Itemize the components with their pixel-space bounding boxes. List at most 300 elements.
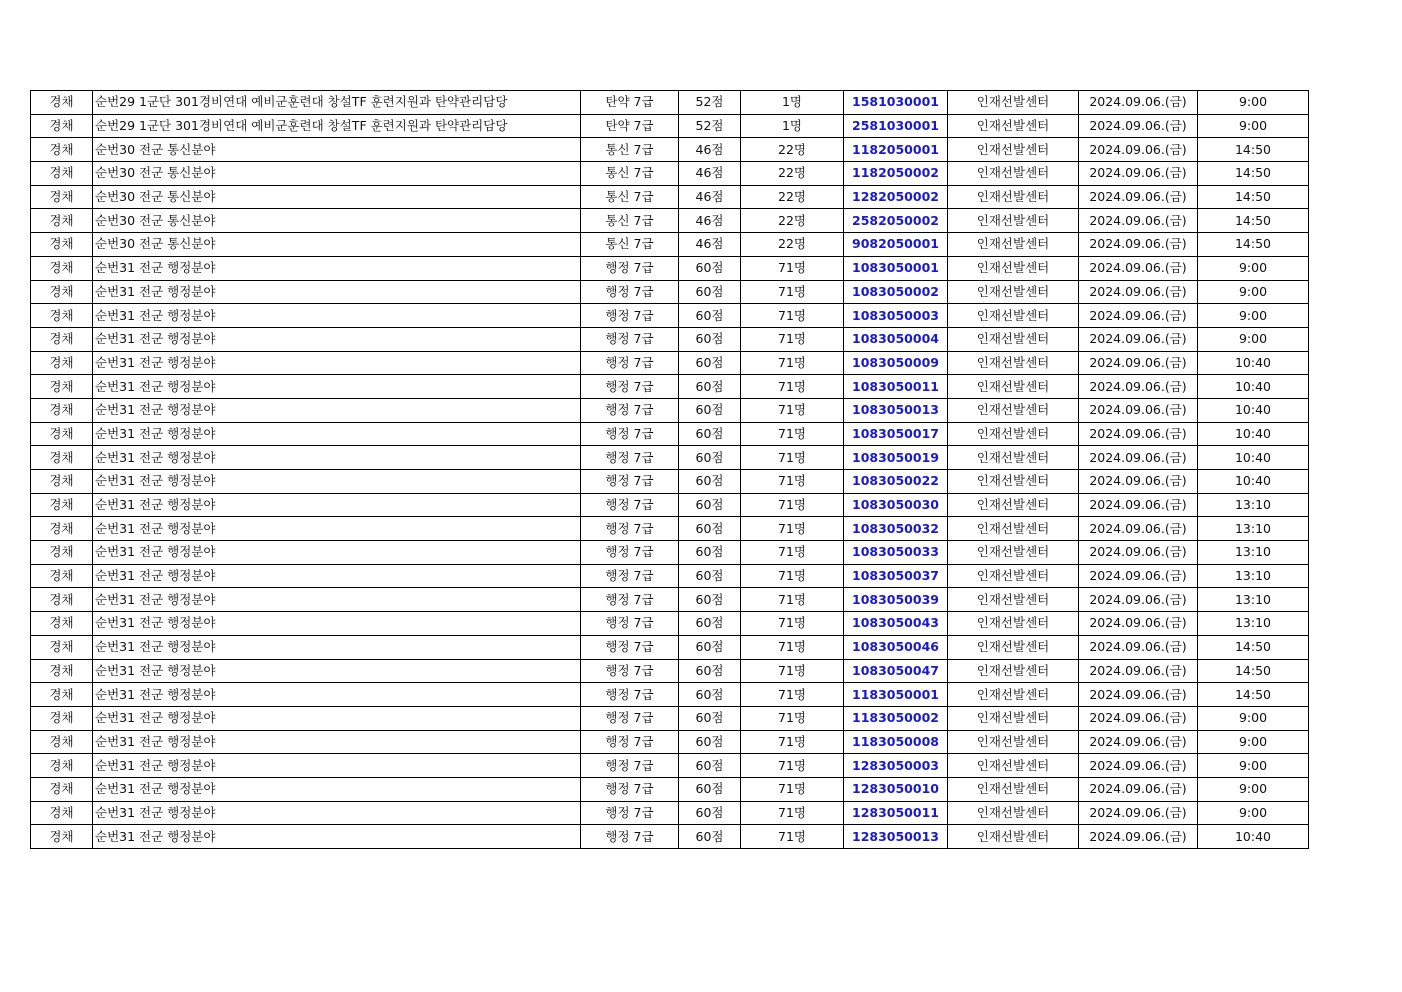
- date-cell: 2024.09.06.(금): [1079, 138, 1198, 162]
- registration-number-cell: 1083050011: [844, 375, 948, 399]
- headcount-cell: 71명: [741, 801, 844, 825]
- grade-cell: 행정 7급: [581, 280, 679, 304]
- registration-number-cell: 1283050003: [844, 754, 948, 778]
- grade-cell: 행정 7급: [581, 493, 679, 517]
- venue-cell: 인재선발센터: [948, 730, 1079, 754]
- headcount-cell: 71명: [741, 470, 844, 494]
- table-row: [31, 588, 1309, 612]
- score-cell: 60점: [679, 825, 741, 849]
- recruit-type-cell: 경채: [31, 517, 93, 541]
- grade-cell: 행정 7급: [581, 683, 679, 707]
- registration-number-cell: 1183050002: [844, 706, 948, 730]
- grade-cell: 행정 7급: [581, 351, 679, 375]
- grade-cell: 행정 7급: [581, 777, 679, 801]
- recruit-type-cell: 경채: [31, 825, 93, 849]
- time-cell: 14:50: [1198, 635, 1309, 659]
- registration-number-cell: 1083050009: [844, 351, 948, 375]
- recruit-type-cell: 경채: [31, 541, 93, 565]
- position-title-cell: 순번31 전군 행정분야: [93, 493, 581, 517]
- headcount-cell: 71명: [741, 351, 844, 375]
- date-cell: 2024.09.06.(금): [1079, 398, 1198, 422]
- headcount-cell: 71명: [741, 730, 844, 754]
- time-cell: 10:40: [1198, 825, 1309, 849]
- time-cell: 9:00: [1198, 304, 1309, 328]
- headcount-cell: 22명: [741, 209, 844, 233]
- venue-cell: 인재선발센터: [948, 209, 1079, 233]
- table-row: [31, 683, 1309, 707]
- time-cell: 9:00: [1198, 91, 1309, 115]
- position-title-cell: 순번31 전군 행정분야: [93, 280, 581, 304]
- table-row: [31, 256, 1309, 280]
- score-cell: 60점: [679, 541, 741, 565]
- venue-cell: 인재선발센터: [948, 706, 1079, 730]
- position-title-cell: 순번31 전군 행정분야: [93, 446, 581, 470]
- position-title-cell: 순번30 전군 통신분야: [93, 162, 581, 186]
- registration-number-cell: 1083050001: [844, 256, 948, 280]
- headcount-cell: 71명: [741, 398, 844, 422]
- score-cell: 60점: [679, 304, 741, 328]
- time-cell: 9:00: [1198, 327, 1309, 351]
- table-row: [31, 327, 1309, 351]
- position-title-cell: 순번31 전군 행정분야: [93, 588, 581, 612]
- score-cell: 60점: [679, 398, 741, 422]
- registration-number-cell: 9082050001: [844, 233, 948, 257]
- score-cell: 60점: [679, 351, 741, 375]
- position-title-cell: 순번31 전군 행정분야: [93, 517, 581, 541]
- time-cell: 9:00: [1198, 256, 1309, 280]
- schedule-table: [30, 90, 1309, 849]
- grade-cell: 탄약 7급: [581, 114, 679, 138]
- position-title-cell: 순번31 전군 행정분야: [93, 327, 581, 351]
- registration-number-cell: 1083050013: [844, 398, 948, 422]
- table-row: [31, 706, 1309, 730]
- position-title-cell: 순번30 전군 통신분야: [93, 138, 581, 162]
- score-cell: 60점: [679, 375, 741, 399]
- registration-number-cell: 1083050004: [844, 327, 948, 351]
- recruit-type-cell: 경채: [31, 706, 93, 730]
- score-cell: 60점: [679, 517, 741, 541]
- position-title-cell: 순번31 전군 행정분야: [93, 777, 581, 801]
- time-cell: 10:40: [1198, 446, 1309, 470]
- venue-cell: 인재선발센터: [948, 683, 1079, 707]
- date-cell: 2024.09.06.(금): [1079, 185, 1198, 209]
- score-cell: 60점: [679, 706, 741, 730]
- venue-cell: 인재선발센터: [948, 422, 1079, 446]
- score-cell: 60점: [679, 801, 741, 825]
- registration-number-cell: 1283050013: [844, 825, 948, 849]
- recruit-type-cell: 경채: [31, 138, 93, 162]
- score-cell: 60점: [679, 683, 741, 707]
- position-title-cell: 순번31 전군 행정분야: [93, 659, 581, 683]
- grade-cell: 통신 7급: [581, 138, 679, 162]
- position-title-cell: 순번31 전군 행정분야: [93, 351, 581, 375]
- registration-number-cell: 1581030001: [844, 91, 948, 115]
- recruit-type-cell: 경채: [31, 446, 93, 470]
- table-row: [31, 730, 1309, 754]
- grade-cell: 행정 7급: [581, 541, 679, 565]
- grade-cell: 행정 7급: [581, 706, 679, 730]
- table-row: [31, 541, 1309, 565]
- date-cell: 2024.09.06.(금): [1079, 588, 1198, 612]
- table-row: [31, 517, 1309, 541]
- table-row: [31, 825, 1309, 849]
- venue-cell: 인재선발센터: [948, 138, 1079, 162]
- recruit-type-cell: 경채: [31, 327, 93, 351]
- registration-number-cell: 1083050037: [844, 564, 948, 588]
- time-cell: 14:50: [1198, 233, 1309, 257]
- date-cell: 2024.09.06.(금): [1079, 801, 1198, 825]
- score-cell: 60점: [679, 777, 741, 801]
- table-row: [31, 185, 1309, 209]
- date-cell: 2024.09.06.(금): [1079, 256, 1198, 280]
- grade-cell: 행정 7급: [581, 375, 679, 399]
- grade-cell: 탄약 7급: [581, 91, 679, 115]
- table-row: [31, 422, 1309, 446]
- grade-cell: 행정 7급: [581, 564, 679, 588]
- venue-cell: 인재선발센터: [948, 162, 1079, 186]
- table-row: [31, 446, 1309, 470]
- date-cell: 2024.09.06.(금): [1079, 327, 1198, 351]
- score-cell: 46점: [679, 138, 741, 162]
- grade-cell: 행정 7급: [581, 659, 679, 683]
- headcount-cell: 71명: [741, 517, 844, 541]
- headcount-cell: 71명: [741, 327, 844, 351]
- recruit-type-cell: 경채: [31, 185, 93, 209]
- date-cell: 2024.09.06.(금): [1079, 375, 1198, 399]
- position-title-cell: 순번31 전군 행정분야: [93, 730, 581, 754]
- position-title-cell: 순번31 전군 행정분야: [93, 635, 581, 659]
- headcount-cell: 71명: [741, 825, 844, 849]
- date-cell: 2024.09.06.(금): [1079, 564, 1198, 588]
- headcount-cell: 1명: [741, 114, 844, 138]
- venue-cell: 인재선발센터: [948, 777, 1079, 801]
- registration-number-cell: 1083050022: [844, 470, 948, 494]
- venue-cell: 인재선발센터: [948, 801, 1079, 825]
- recruit-type-cell: 경채: [31, 683, 93, 707]
- recruit-type-cell: 경채: [31, 777, 93, 801]
- venue-cell: 인재선발센터: [948, 754, 1079, 778]
- headcount-cell: 22명: [741, 185, 844, 209]
- score-cell: 52점: [679, 91, 741, 115]
- headcount-cell: 71명: [741, 493, 844, 517]
- grade-cell: 행정 7급: [581, 588, 679, 612]
- position-title-cell: 순번31 전군 행정분야: [93, 541, 581, 565]
- date-cell: 2024.09.06.(금): [1079, 706, 1198, 730]
- grade-cell: 행정 7급: [581, 398, 679, 422]
- recruit-type-cell: 경채: [31, 398, 93, 422]
- recruit-type-cell: 경채: [31, 256, 93, 280]
- headcount-cell: 71명: [741, 541, 844, 565]
- recruit-type-cell: 경채: [31, 470, 93, 494]
- recruit-type-cell: 경채: [31, 422, 93, 446]
- score-cell: 60점: [679, 564, 741, 588]
- date-cell: 2024.09.06.(금): [1079, 635, 1198, 659]
- position-title-cell: 순번31 전군 행정분야: [93, 706, 581, 730]
- table-row: [31, 375, 1309, 399]
- recruit-type-cell: 경채: [31, 754, 93, 778]
- grade-cell: 행정 7급: [581, 635, 679, 659]
- grade-cell: 행정 7급: [581, 327, 679, 351]
- time-cell: 14:50: [1198, 185, 1309, 209]
- venue-cell: 인재선발센터: [948, 91, 1079, 115]
- recruit-type-cell: 경채: [31, 280, 93, 304]
- date-cell: 2024.09.06.(금): [1079, 659, 1198, 683]
- venue-cell: 인재선발센터: [948, 612, 1079, 636]
- table-row: [31, 754, 1309, 778]
- position-title-cell: 순번31 전군 행정분야: [93, 398, 581, 422]
- position-title-cell: 순번31 전군 행정분야: [93, 470, 581, 494]
- table-row: [31, 138, 1309, 162]
- time-cell: 9:00: [1198, 754, 1309, 778]
- date-cell: 2024.09.06.(금): [1079, 493, 1198, 517]
- registration-number-cell: 1083050043: [844, 612, 948, 636]
- date-cell: 2024.09.06.(금): [1079, 730, 1198, 754]
- date-cell: 2024.09.06.(금): [1079, 541, 1198, 565]
- venue-cell: 인재선발센터: [948, 825, 1079, 849]
- date-cell: 2024.09.06.(금): [1079, 162, 1198, 186]
- table-row: [31, 801, 1309, 825]
- grade-cell: 통신 7급: [581, 162, 679, 186]
- recruit-type-cell: 경채: [31, 91, 93, 115]
- table-row: [31, 777, 1309, 801]
- date-cell: 2024.09.06.(금): [1079, 209, 1198, 233]
- position-title-cell: 순번31 전군 행정분야: [93, 801, 581, 825]
- date-cell: 2024.09.06.(금): [1079, 612, 1198, 636]
- recruit-type-cell: 경채: [31, 233, 93, 257]
- venue-cell: 인재선발센터: [948, 493, 1079, 517]
- headcount-cell: 71명: [741, 683, 844, 707]
- recruit-type-cell: 경채: [31, 162, 93, 186]
- position-title-cell: 순번29 1군단 301경비연대 예비군훈련대 창설TF 훈련지원과 탄약관리담당: [93, 114, 581, 138]
- registration-number-cell: 1083050039: [844, 588, 948, 612]
- registration-number-cell: 1183050001: [844, 683, 948, 707]
- recruit-type-cell: 경채: [31, 304, 93, 328]
- date-cell: 2024.09.06.(금): [1079, 446, 1198, 470]
- recruit-type-cell: 경채: [31, 730, 93, 754]
- time-cell: 13:10: [1198, 612, 1309, 636]
- time-cell: 13:10: [1198, 541, 1309, 565]
- registration-number-cell: 2582050002: [844, 209, 948, 233]
- time-cell: 14:50: [1198, 209, 1309, 233]
- score-cell: 60점: [679, 659, 741, 683]
- time-cell: 10:40: [1198, 470, 1309, 494]
- position-title-cell: 순번31 전군 행정분야: [93, 422, 581, 446]
- time-cell: 14:50: [1198, 659, 1309, 683]
- grade-cell: 통신 7급: [581, 209, 679, 233]
- score-cell: 60점: [679, 256, 741, 280]
- recruit-type-cell: 경채: [31, 659, 93, 683]
- date-cell: 2024.09.06.(금): [1079, 351, 1198, 375]
- grade-cell: 통신 7급: [581, 185, 679, 209]
- headcount-cell: 71명: [741, 777, 844, 801]
- recruit-type-cell: 경채: [31, 564, 93, 588]
- date-cell: 2024.09.06.(금): [1079, 470, 1198, 494]
- grade-cell: 행정 7급: [581, 517, 679, 541]
- registration-number-cell: 1283050011: [844, 801, 948, 825]
- grade-cell: 행정 7급: [581, 754, 679, 778]
- position-title-cell: 순번30 전군 통신분야: [93, 233, 581, 257]
- registration-number-cell: 1083050003: [844, 304, 948, 328]
- venue-cell: 인재선발센터: [948, 635, 1079, 659]
- venue-cell: 인재선발센터: [948, 280, 1079, 304]
- score-cell: 52점: [679, 114, 741, 138]
- recruit-type-cell: 경채: [31, 801, 93, 825]
- time-cell: 9:00: [1198, 777, 1309, 801]
- score-cell: 60점: [679, 612, 741, 636]
- venue-cell: 인재선발센터: [948, 446, 1079, 470]
- headcount-cell: 71명: [741, 446, 844, 470]
- venue-cell: 인재선발센터: [948, 185, 1079, 209]
- headcount-cell: 71명: [741, 659, 844, 683]
- time-cell: 9:00: [1198, 114, 1309, 138]
- table-row: [31, 635, 1309, 659]
- score-cell: 60점: [679, 493, 741, 517]
- headcount-cell: 22명: [741, 138, 844, 162]
- headcount-cell: 71명: [741, 375, 844, 399]
- time-cell: 14:50: [1198, 683, 1309, 707]
- recruit-type-cell: 경채: [31, 588, 93, 612]
- venue-cell: 인재선발센터: [948, 541, 1079, 565]
- grade-cell: 행정 7급: [581, 801, 679, 825]
- table-row: [31, 351, 1309, 375]
- venue-cell: 인재선발센터: [948, 517, 1079, 541]
- registration-number-cell: 1083050019: [844, 446, 948, 470]
- time-cell: 13:10: [1198, 588, 1309, 612]
- headcount-cell: 71명: [741, 588, 844, 612]
- position-title-cell: 순번31 전군 행정분야: [93, 564, 581, 588]
- registration-number-cell: 1083050033: [844, 541, 948, 565]
- headcount-cell: 1명: [741, 91, 844, 115]
- headcount-cell: 22명: [741, 162, 844, 186]
- recruit-type-cell: 경채: [31, 114, 93, 138]
- headcount-cell: 71명: [741, 564, 844, 588]
- table-row: [31, 280, 1309, 304]
- headcount-cell: 71명: [741, 635, 844, 659]
- headcount-cell: 71명: [741, 422, 844, 446]
- registration-number-cell: 1183050008: [844, 730, 948, 754]
- grade-cell: 행정 7급: [581, 304, 679, 328]
- score-cell: 60점: [679, 588, 741, 612]
- score-cell: 60점: [679, 635, 741, 659]
- time-cell: 14:50: [1198, 162, 1309, 186]
- table-row: [31, 493, 1309, 517]
- registration-number-cell: 1083050047: [844, 659, 948, 683]
- table-row: [31, 162, 1309, 186]
- time-cell: 10:40: [1198, 398, 1309, 422]
- date-cell: 2024.09.06.(금): [1079, 233, 1198, 257]
- registration-number-cell: 1083050030: [844, 493, 948, 517]
- headcount-cell: 71명: [741, 256, 844, 280]
- score-cell: 46점: [679, 185, 741, 209]
- position-title-cell: 순번30 전군 통신분야: [93, 209, 581, 233]
- time-cell: 9:00: [1198, 801, 1309, 825]
- time-cell: 10:40: [1198, 422, 1309, 446]
- registration-number-cell: 1283050010: [844, 777, 948, 801]
- score-cell: 60점: [679, 327, 741, 351]
- venue-cell: 인재선발센터: [948, 564, 1079, 588]
- venue-cell: 인재선발센터: [948, 256, 1079, 280]
- score-cell: 60점: [679, 754, 741, 778]
- recruit-type-cell: 경채: [31, 635, 93, 659]
- headcount-cell: 71명: [741, 706, 844, 730]
- headcount-cell: 71명: [741, 280, 844, 304]
- table-row: [31, 91, 1309, 115]
- date-cell: 2024.09.06.(금): [1079, 517, 1198, 541]
- table-row: [31, 564, 1309, 588]
- table-body: [31, 91, 1309, 849]
- venue-cell: 인재선발센터: [948, 327, 1079, 351]
- time-cell: 10:40: [1198, 375, 1309, 399]
- recruit-type-cell: 경채: [31, 612, 93, 636]
- position-title-cell: 순번31 전군 행정분야: [93, 754, 581, 778]
- registration-number-cell: 1182050001: [844, 138, 948, 162]
- position-title-cell: 순번31 전군 행정분야: [93, 304, 581, 328]
- position-title-cell: 순번30 전군 통신분야: [93, 185, 581, 209]
- date-cell: 2024.09.06.(금): [1079, 280, 1198, 304]
- registration-number-cell: 1282050002: [844, 185, 948, 209]
- date-cell: 2024.09.06.(금): [1079, 304, 1198, 328]
- date-cell: 2024.09.06.(금): [1079, 825, 1198, 849]
- date-cell: 2024.09.06.(금): [1079, 114, 1198, 138]
- time-cell: 9:00: [1198, 280, 1309, 304]
- time-cell: 13:10: [1198, 493, 1309, 517]
- table-row: [31, 209, 1309, 233]
- position-title-cell: 순번31 전군 행정분야: [93, 825, 581, 849]
- grade-cell: 행정 7급: [581, 422, 679, 446]
- headcount-cell: 71명: [741, 612, 844, 636]
- time-cell: 14:50: [1198, 138, 1309, 162]
- grade-cell: 행정 7급: [581, 825, 679, 849]
- score-cell: 60점: [679, 280, 741, 304]
- table-row: [31, 612, 1309, 636]
- registration-number-cell: 1083050046: [844, 635, 948, 659]
- recruit-type-cell: 경채: [31, 375, 93, 399]
- position-title-cell: 순번31 전군 행정분야: [93, 683, 581, 707]
- venue-cell: 인재선발센터: [948, 304, 1079, 328]
- grade-cell: 행정 7급: [581, 446, 679, 470]
- headcount-cell: 71명: [741, 754, 844, 778]
- registration-number-cell: 1182050002: [844, 162, 948, 186]
- date-cell: 2024.09.06.(금): [1079, 683, 1198, 707]
- date-cell: 2024.09.06.(금): [1079, 91, 1198, 115]
- table-row: [31, 659, 1309, 683]
- table-row: [31, 470, 1309, 494]
- position-title-cell: 순번29 1군단 301경비연대 예비군훈련대 창설TF 훈련지원과 탄약관리담당: [93, 91, 581, 115]
- time-cell: 10:40: [1198, 351, 1309, 375]
- registration-number-cell: 2581030001: [844, 114, 948, 138]
- time-cell: 13:10: [1198, 564, 1309, 588]
- grade-cell: 행정 7급: [581, 730, 679, 754]
- grade-cell: 통신 7급: [581, 233, 679, 257]
- table-row: [31, 114, 1309, 138]
- time-cell: 9:00: [1198, 706, 1309, 730]
- score-cell: 46점: [679, 233, 741, 257]
- score-cell: 46점: [679, 162, 741, 186]
- score-cell: 60점: [679, 470, 741, 494]
- score-cell: 60점: [679, 446, 741, 470]
- position-title-cell: 순번31 전군 행정분야: [93, 612, 581, 636]
- venue-cell: 인재선발센터: [948, 588, 1079, 612]
- registration-number-cell: 1083050032: [844, 517, 948, 541]
- table-row: [31, 304, 1309, 328]
- venue-cell: 인재선발센터: [948, 470, 1079, 494]
- score-cell: 46점: [679, 209, 741, 233]
- grade-cell: 행정 7급: [581, 256, 679, 280]
- grade-cell: 행정 7급: [581, 612, 679, 636]
- date-cell: 2024.09.06.(금): [1079, 754, 1198, 778]
- recruit-type-cell: 경채: [31, 209, 93, 233]
- venue-cell: 인재선발센터: [948, 398, 1079, 422]
